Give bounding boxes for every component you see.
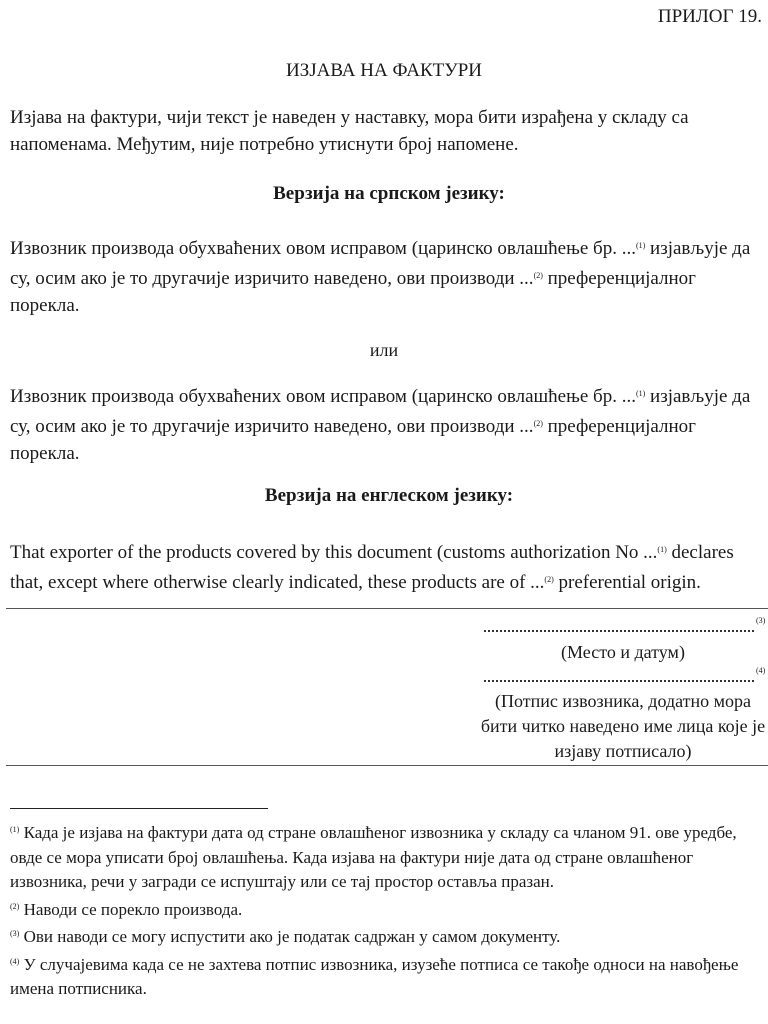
footnote-ref: (1) (657, 545, 667, 554)
signature-section-bottom-rule (6, 765, 768, 766)
declaration-text: изјављује да су, осим ако је то другачије изричито наведено, ови производи ... (10, 238, 751, 289)
or-separator: или (369, 340, 399, 360)
place-date-label: (Место и датум) (561, 642, 685, 662)
footnote-text: Када је изјава на фактури дата од стране овлашћеног извозника у складу са чланом 91. ове уредбе, овде се мора уписати број овлашћења. Када изјава на фактури није дата од стране овлашћеног извозника, речи у загради се испуштају или се тај простор оставља празан. (10, 823, 737, 891)
footnote-1 (10, 818, 762, 895)
declaration-text: declares that, except where otherwise clearly indicated, these products are of ... (10, 542, 734, 593)
declaration-text: Извозник производа обухваћених овом исправом (царинско овлашћење бр. ... (10, 238, 636, 259)
footnote-mark: (1) (10, 825, 20, 834)
footnote-ref: (1) (635, 241, 646, 250)
footnote-2 (10, 895, 762, 923)
signature-dotted-line (484, 680, 754, 682)
footnote-separator (10, 808, 268, 809)
english-version-heading: Верзија на енглеском језику: (264, 485, 514, 506)
footnote-ref: (2) (533, 271, 543, 280)
serbian-declaration-2 (10, 380, 762, 467)
document-title: ИЗЈАВА НА ФАКТУРИ (285, 60, 483, 81)
footnote-ref: (2) (533, 419, 543, 428)
footnotes (10, 818, 762, 1002)
place-date-dotted-line (484, 630, 754, 632)
footnote-4 (10, 950, 762, 1002)
declaration-text: изјављује да су, осим ако је то другачије изричито наведено, ови производи ... (10, 386, 751, 437)
footnote-ref: (2) (544, 575, 554, 584)
footnote-text: У случајевима када се не захтева потпис извозника, изузеће потписа се такође односи на навођење имена потписника. (10, 954, 739, 998)
serbian-version-heading: Верзија на српском језику: (273, 183, 505, 204)
footnote-3 (10, 922, 762, 950)
serbian-declaration-1 (10, 232, 762, 319)
declaration-text: Извозник производа обухваћених овом исправом (царинско овлашћење бр. ... (10, 386, 636, 407)
footnote-ref: (1) (635, 389, 646, 398)
footnote-text: Наводи се порекло производа. (19, 899, 243, 919)
signature-section-top-rule (6, 608, 768, 609)
signature-label: (Потпис извозника, додатно мора бити читко наведено име лица које је изјаву потписало) (480, 691, 766, 761)
signature-footnote-ref: (4) (756, 666, 766, 675)
declaration-text: preferential origin. (553, 572, 701, 593)
annex-label: ПРИЛОГ 19. (657, 6, 762, 27)
footnote-mark: (3) (10, 929, 20, 938)
declaration-text: преференцијалног порекла. (10, 416, 696, 464)
english-declaration (10, 536, 762, 596)
footnote-text: Ови наводи се могу испустити ако је податак садржан у самом документу. (19, 927, 561, 946)
declaration-text: преференцијалног порекла. (10, 268, 696, 316)
place-date-footnote-ref: (3) (756, 616, 766, 625)
declaration-text: That exporter of the products covered by this document (customs authorization No ... (10, 542, 658, 563)
footnote-mark: (4) (10, 956, 20, 966)
intro-paragraph: Изјава на фактури, чији текст је наведен у наставку, мора бити израђена у складу са напоменама. Међутим, није потребно утиснути број напомене. (10, 107, 689, 155)
footnote-mark: (2) (10, 901, 20, 911)
